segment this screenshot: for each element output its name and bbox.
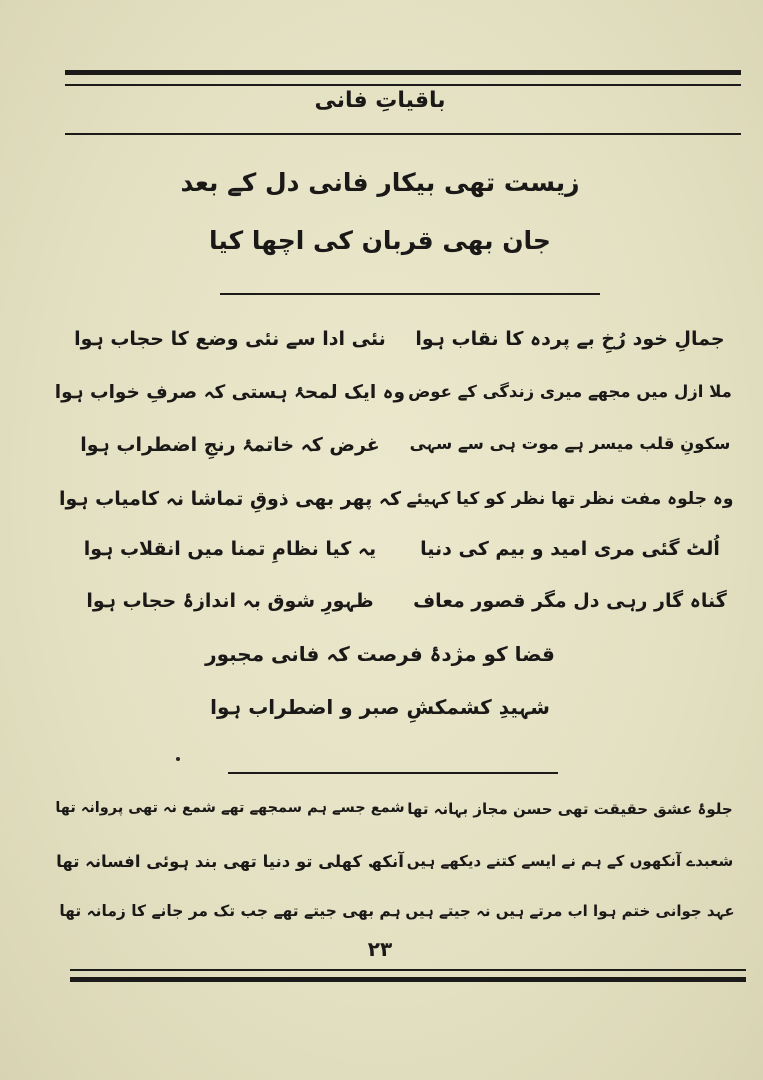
ghazal-two-couplet-2-misra-2: آنکھ کھلی تو دنیا تھی بند ہوئی افسانہ تھا [56, 852, 404, 871]
couplet-1-misra-1: جمالِ خود رُخِ بے پردہ کا نقاب ہوا [415, 328, 725, 350]
qita-line-1: زیست تھی بیکار فانی دل کے بعد [180, 168, 580, 197]
page-number: ۲۳ [367, 937, 393, 961]
couplet-4-misra-2: کہ پھر بھی ذوقِ تماشا نہ کامیاب ہوا [58, 488, 401, 510]
section-divider [220, 293, 600, 295]
header-underline [65, 133, 741, 135]
maqta-misra-1: قضا کو مژدۂ فرصت کہ فانی مجبور [205, 642, 555, 666]
ghazal-two-couplet-3-misra-2: ہم بھی جیتے تھے جب تک مر جانے کا زمانہ تھا [59, 902, 401, 920]
maqta-misra-2: شہیدِ کشمکشِ صبر و اضطراب ہوا [210, 695, 550, 719]
couplet-6-misra-1: گناہ گار رہی دل مگر قصور معاف [413, 590, 727, 612]
bottom-thin-rule [70, 969, 746, 971]
couplet-4-misra-1: وہ جلوہ مفت نظر تھا نظر کو کیا کہیئے [406, 489, 734, 509]
ghazal-two-couplet-1-misra-1: جلوۂ عشق حقیقت تھی حسن مجاز بہانہ تھا [407, 800, 733, 818]
couplet-2-misra-2: وہ ایک لمحۂ ہستی کہ صرفِ خواب ہوا [54, 382, 405, 403]
couplet-6-misra-2: ظہورِ شوق بہ اندازۂ حجاب ہوا [86, 590, 374, 612]
couplet-3-misra-1: سکونِ قلب میسر ہے موت ہی سے سہی [409, 434, 731, 453]
top-thick-rule [65, 70, 741, 75]
couplet-2-misra-1: ملا ازل میں مجھے میری زندگی کے عوض [408, 382, 732, 401]
ink-dot [176, 757, 180, 761]
ghazal-divider [228, 772, 558, 774]
ghazal-two-couplet-3-misra-1: عہد جوانی ختم ہوا اب مرتے ہیں نہ جیتے ہیں [405, 902, 735, 920]
qita-line-2: جان بھی قربان کی اچھا کیا [209, 226, 551, 255]
ghazal-two-couplet-2-misra-1: شعبدے آنکھوں کے ہم نے ایسے کتنے دیکھے ہیں [406, 852, 734, 870]
ghazal-two-couplet-1-misra-2: شمع جسے ہم سمجھے تھے شمع نہ تھی پروانہ تھا [55, 800, 405, 816]
running-header: باقیاتِ فانی [314, 88, 446, 113]
couplet-5-misra-1: اُلٹ گئی مری امید و بیم کی دنیا [420, 538, 720, 560]
top-thin-rule [65, 84, 741, 86]
bottom-thick-rule [70, 977, 746, 982]
couplet-1-misra-2: نئی ادا سے نئی وضع کا حجاب ہوا [74, 328, 386, 350]
couplet-5-misra-2: یہ کیا نظامِ تمنا میں انقلاب ہوا [83, 538, 377, 560]
couplet-3-misra-2: غرض کہ خاتمۂ رنجِ اضطراب ہوا [80, 434, 380, 456]
